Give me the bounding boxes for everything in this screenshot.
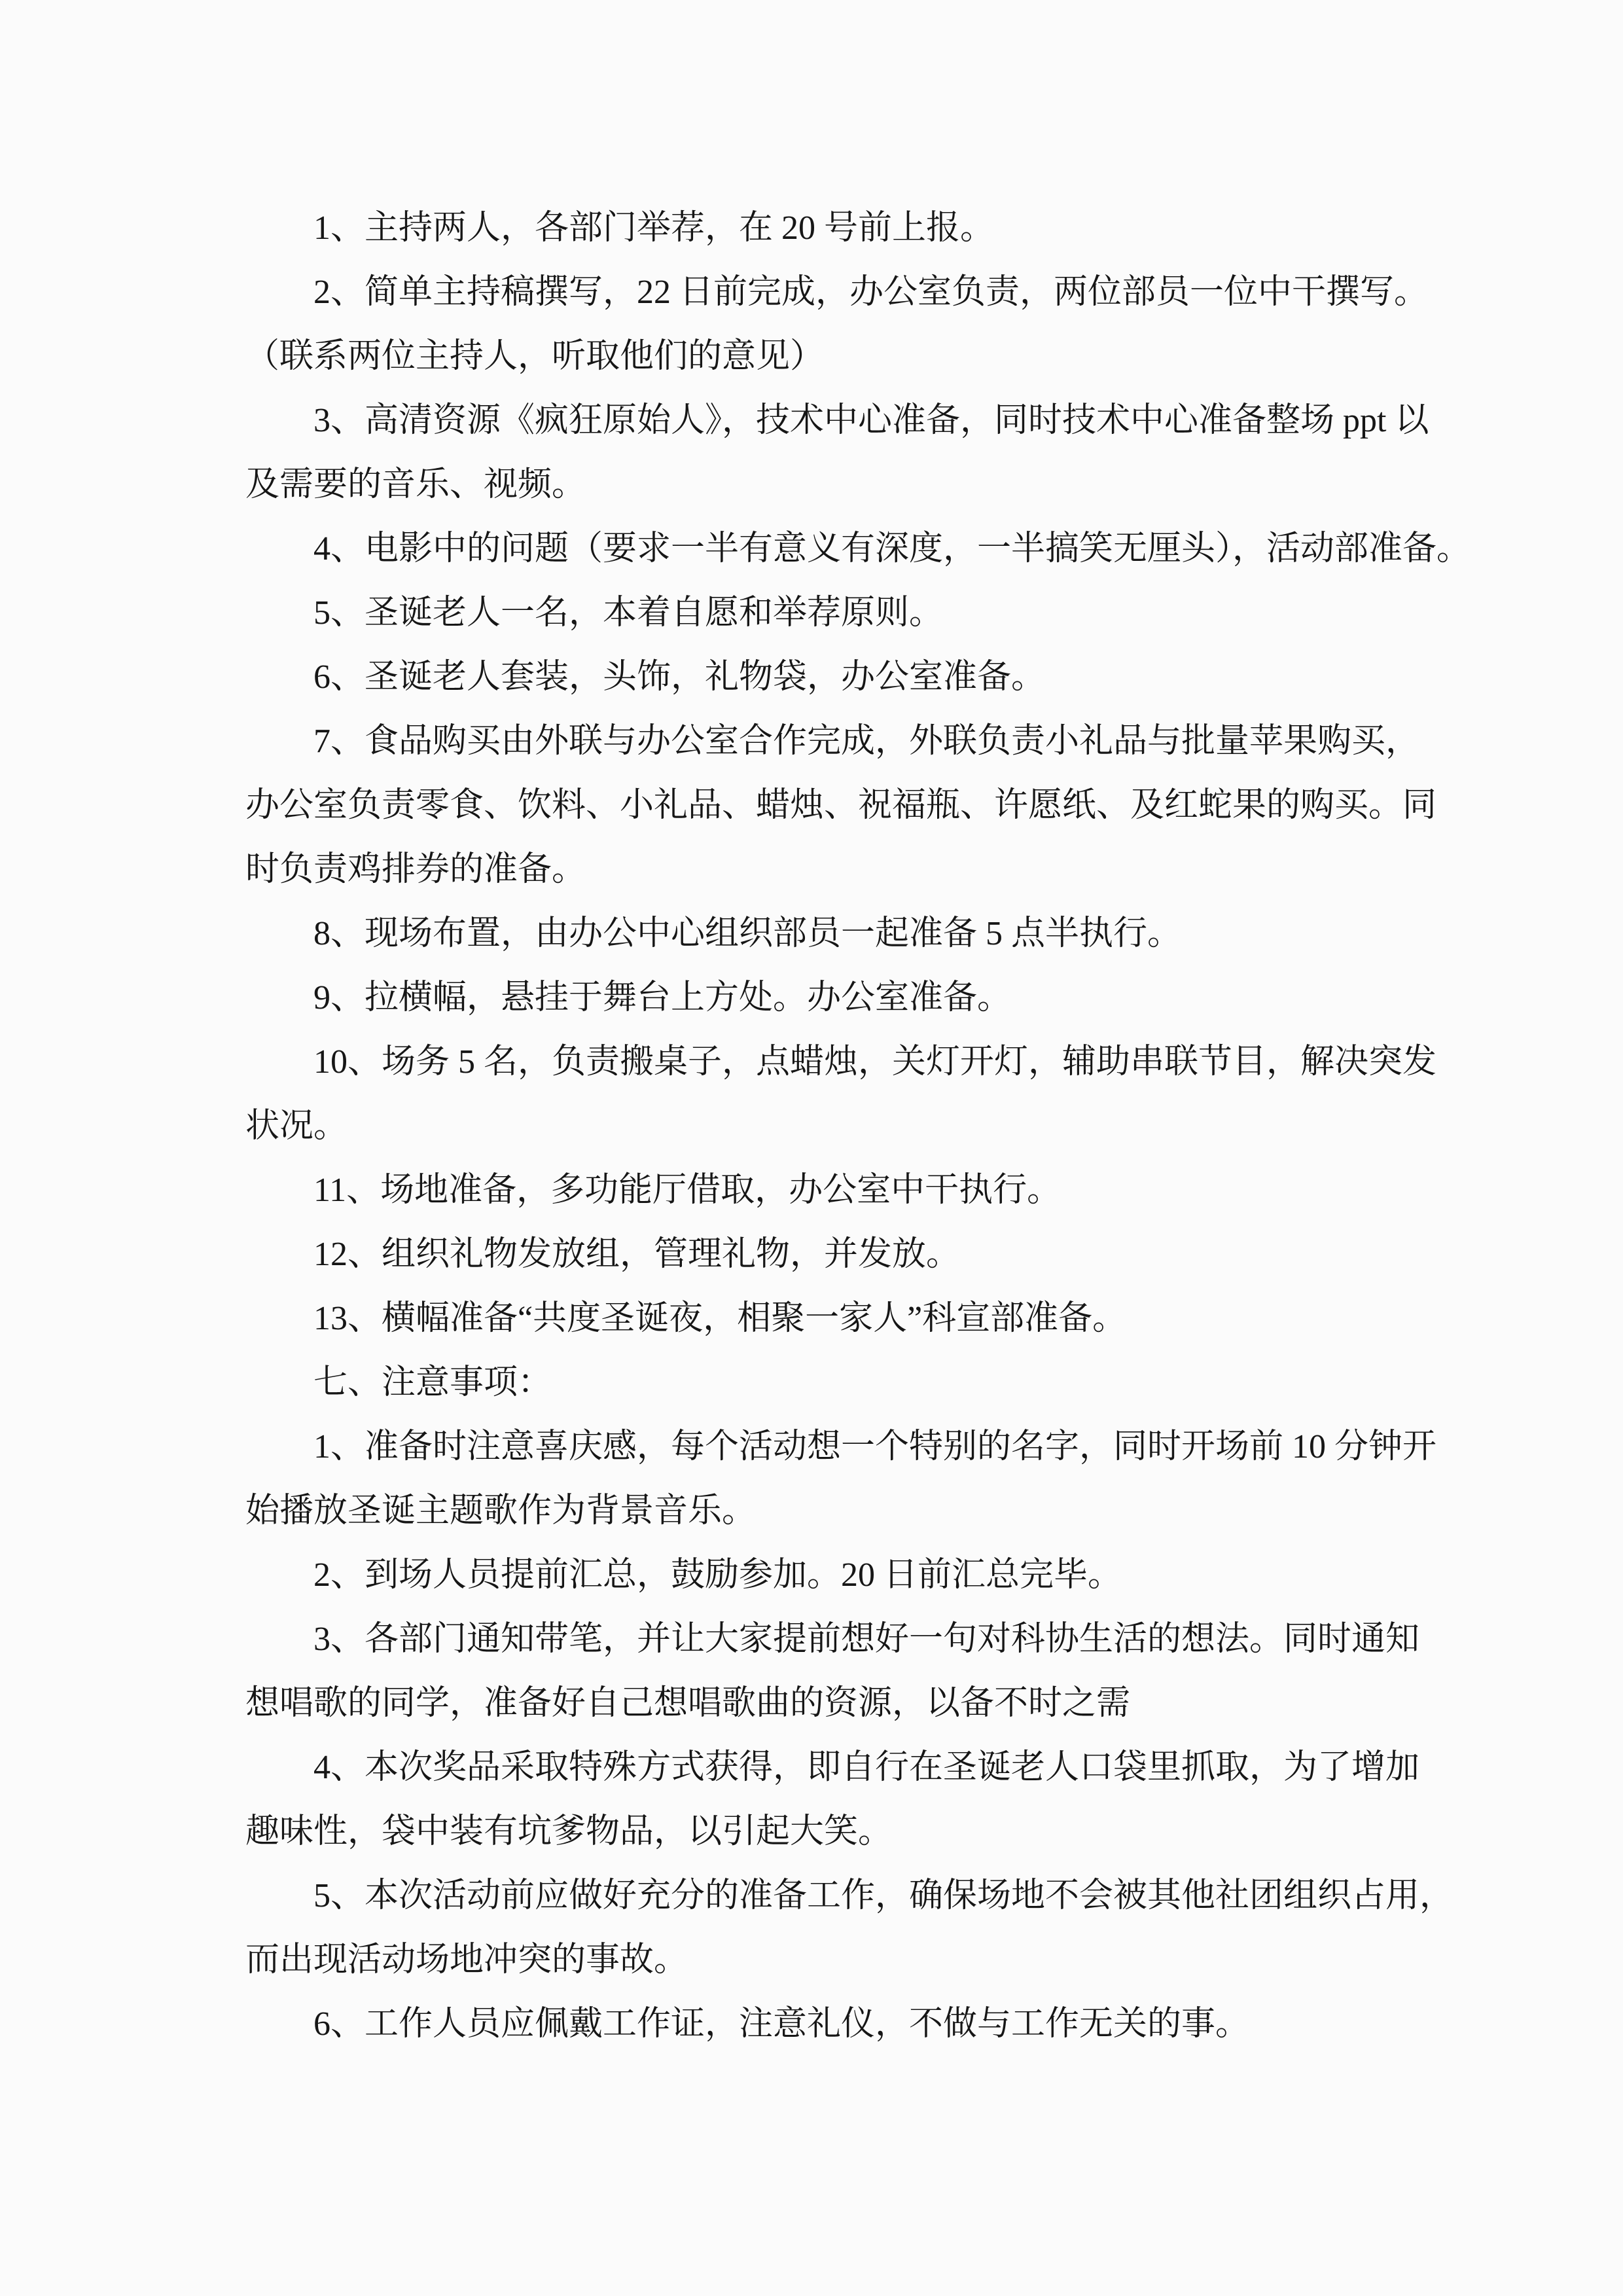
document-line: （联系两位主持人，听取他们的意见） xyxy=(245,338,825,375)
document-line: 七、注意事项： xyxy=(313,1364,552,1401)
document-line: 13、横幅准备“共度圣诞夜，相聚一家人”科宣部准备。 xyxy=(313,1300,1127,1337)
document-line: 3、高清资源《疯狂原始人》，技术中心准备，同时技术中心准备整场 ppt 以 xyxy=(313,402,1429,439)
document-line: 2、到场人员提前汇总，鼓励参加。20 日前汇总完毕。 xyxy=(313,1556,1122,1594)
document-line: 5、圣诞老人一名，本着自愿和举荐原则。 xyxy=(313,594,944,632)
document-line: 6、工作人员应佩戴工作证，注意礼仪，不做与工作无关的事。 xyxy=(313,2005,1250,2043)
document-line: 6、圣诞老人套装，头饰，礼物袋，办公室准备。 xyxy=(313,658,1046,696)
document-line: 10、场务 5 名，负责搬桌子，点蜡烛，关灯开灯，辅助串联节目，解决突发 xyxy=(313,1043,1437,1081)
document-line: 时负责鸡排券的准备。 xyxy=(245,851,586,888)
document-line: 及需要的音乐、视频。 xyxy=(245,466,586,503)
document-line: 办公室负责零食、饮料、小礼品、蜡烛、祝福瓶、许愿纸、及红蛇果的购买。同 xyxy=(245,787,1437,824)
document-line: 而出现活动场地冲突的事故。 xyxy=(245,1941,688,1979)
document-line: 1、主持两人，各部门举荐，在 20 号前上报。 xyxy=(313,209,995,247)
document-line: 11、场地准备，多功能厅借取，办公室中干执行。 xyxy=(313,1172,1061,1209)
document-line: 趣味性，袋中装有坑爹物品，以引起大笑。 xyxy=(245,1813,893,1850)
document-line: 12、组织礼物发放组，管理礼物，并发放。 xyxy=(313,1236,961,1273)
document-line: 7、食品购买由外联与办公室合作完成，外联负责小礼品与批量苹果购买， xyxy=(313,723,1420,760)
document-line: 8、现场布置，由办公中心组织部员一起准备 5 点半执行。 xyxy=(313,915,1182,952)
document-line: 3、各部门通知带笔，并让大家提前想好一句对科协生活的想法。同时通知 xyxy=(313,1621,1420,1658)
document-line: 5、本次活动前应做好充分的准备工作，确保场地不会被其他社团组织占用， xyxy=(313,1877,1454,1914)
document-text-block xyxy=(245,164,1471,2056)
document-line: 状况。 xyxy=(245,1107,348,1145)
document-line: 1、准备时注意喜庆感，每个活动想一个特别的名字，同时开场前 10 分钟开 xyxy=(313,1428,1437,1465)
document-line: 2、简单主持稿撰写，22 日前完成，办公室负责，两位部员一位中干撰写。 xyxy=(313,274,1429,311)
document-line: 想唱歌的同学，准备好自己想唱歌曲的资源，以备不时之需 xyxy=(245,1685,1131,1722)
document-line: 始播放圣诞主题歌作为背景音乐。 xyxy=(245,1492,757,1530)
document-line: 4、电影中的问题（要求一半有意义有深度，一半搞笑无厘头），活动部准备。 xyxy=(313,530,1471,567)
document-line: 4、本次奖品采取特殊方式获得，即自行在圣诞老人口袋里抓取，为了增加 xyxy=(313,1749,1420,1786)
document-line: 9、拉横幅，悬挂于舞台上方处。办公室准备。 xyxy=(313,979,1012,1016)
